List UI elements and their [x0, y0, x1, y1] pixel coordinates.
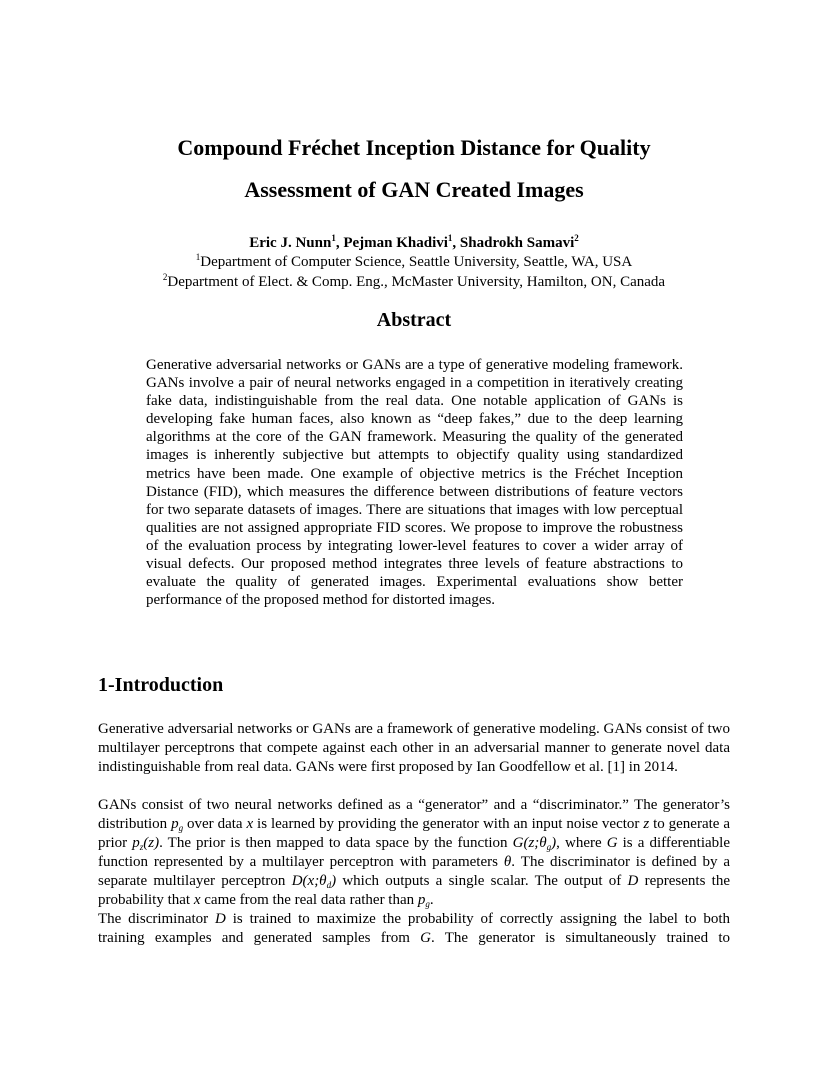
- abstract-heading: Abstract: [376, 309, 452, 331]
- author-name: Pejman Khadivi: [343, 235, 448, 251]
- intro-paragraph-1: Generative adversarial networks or GANs are a framework of generative modeling. GANs consist of two multilayer perceptrons that compete against each other in an adversarial manner to generate novel data indistinguishable from real data. GANs were first proposed by Ian Goodfellow et al. [1] in 2014.: [98, 721, 730, 775]
- paper-title-line2: Assessment of GAN Created Images: [244, 177, 584, 202]
- affiliation-mark: 2: [162, 272, 168, 282]
- section-heading-introduction: 1-Introduction: [98, 674, 224, 696]
- paper-title-line1: Compound Fréchet Inception Distance for Quality: [177, 135, 651, 160]
- author-name: Shadrokh Samavi: [459, 235, 575, 251]
- affiliation-1: [60, 253, 768, 271]
- author-name: Eric J. Nunn: [249, 235, 332, 251]
- affiliation-text: Department of Elect. & Comp. Eng., McMaster University, Hamilton, ON, Canada: [167, 274, 666, 290]
- affiliation-mark: 1: [331, 233, 336, 243]
- intro-paragraph-2: GANs consist of two neural networks defined as a “generator” and a “discriminator.” The generator’s distribution $p_g$ over data x is learned by providing the generator with an input noise vector z to generate a prior $p_z(z)$. The prior is then mapped to data space by the function $G(z;\theta_g)$, where G is a differentiable function represented by a multilayer perceptron with parameters θ. The discriminator is defined by a separate multilayer perceptron $D(x;\theta_d)$ which outputs a single scalar. The output of D represents the probability that x came from the real data rather than $p_g$.: [98, 797, 731, 909]
- affiliation-2: [60, 273, 768, 291]
- affiliation-text: Department of Computer Science, Seattle University, Seattle, WA, USA: [200, 254, 633, 270]
- affiliation-mark: 1: [195, 252, 201, 262]
- intro-paragraph-3: The discriminator D is trained to maximize the probability of correctly assigning the label to both training examples and generated samples from G. The generator is simultaneously trained to: [98, 911, 730, 946]
- affiliation-mark: 2: [574, 233, 579, 243]
- abstract-body: Generative adversarial networks or GANs are a type of generative modeling framework. GANs involve a pair of neural networks engaged in a competition in iteratively creating fake data, indistinguishable from the real data. One notable application of GANs is developing fake human faces, also known as “deep fakes,” due to the deep learning algorithms at the core of the GAN framework. Measuring the quality of the generated images is inherently subjective but attempts to objectify quality using standardized metrics have been made. One example of objective metrics is the Fréchet Inception Distance (FID), which measures the difference between distributions of feature vectors for two separate datasets of images. There are situations that images with low perceptual qualities are not assigned appropriate FID scores. We propose to improve the robustness of the evaluation process by integrating lower-level features to cover a wider array of visual defects. Our proposed method integrates three levels of feature abstractions to evaluate the quality of generated images. Experimental evaluations show better performance of the proposed method for distorted images.: [146, 357, 683, 609]
- affiliation-mark: 1: [447, 233, 453, 243]
- author-list: Eric J. Nunn$^1$, Pejman Khadivi$^1$, Shadrokh Samavi$^2$: [249, 233, 579, 251]
